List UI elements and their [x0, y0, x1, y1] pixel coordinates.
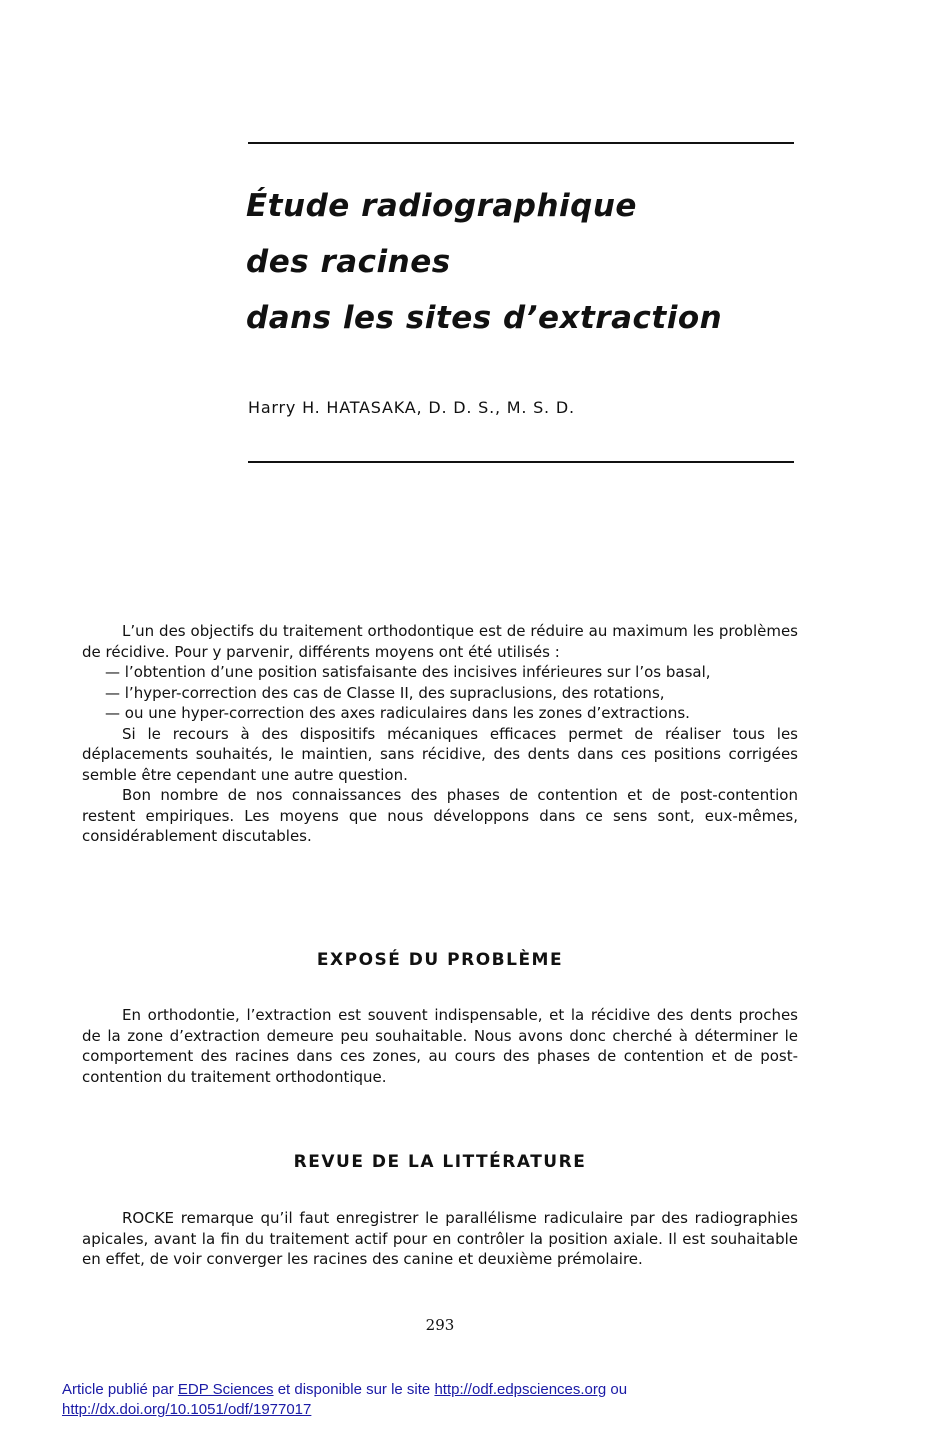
journal-site-link[interactable]: http://odf.edpsciences.org: [434, 1381, 607, 1398]
title-line-3: dans les sites d’extraction: [246, 300, 723, 336]
intro-paragraph-2: Si le recours à des dispositifs mécaniques efficaces permet de réaliser tous les déplacements souhaités, le maintien, sans récidive, des dents dans ces positions corrigées semble être cependant une autre question.: [82, 724, 798, 784]
section-heading-probleme: EXPOSÉ DU PROBLÈME: [316, 950, 564, 970]
doi-link[interactable]: http://dx.doi.org/10.1051/odf/1977017: [62, 1401, 312, 1418]
article-title: [246, 178, 722, 346]
footer-suffix: ou: [610, 1381, 628, 1398]
intro-paragraph-3: Bon nombre de nos connaissances des phases de contention et de post-contention restent empiriques. Les moyens que nous développons dans ce sens sont, eux-mêmes, considérablement discutables.: [82, 786, 798, 845]
intro-bullet-1: — l’obtention d’une position satisfaisante des incisives inférieures sur l’os basal,: [105, 663, 711, 681]
intro-paragraph-1: L’un des objectifs du traitement orthodontique est de réduire au maximum les problèmes de récidive. Pour y parvenir, différents moyens ont été utilisés :: [82, 622, 798, 661]
intro-bullet-3: — ou une hyper-correction des axes radiculaires dans les zones d’extractions.: [105, 704, 690, 722]
section-heading-litterature: REVUE DE LA LITTÉRATURE: [293, 1152, 587, 1172]
title-line-1: Étude radiographique: [246, 188, 637, 224]
top-rule: [248, 142, 794, 144]
intro-section: [82, 621, 798, 847]
footer-middle: et disponible sur le site: [277, 1381, 431, 1398]
probleme-paragraph: En orthodontie, l’extraction est souvent indispensable, et la récidive des dents proches de la zone d’extraction demeure peu souhaitable. Nous avons donc cherché à déterminer le comportement des racines dans ces zones, au cours des phases de contention et de post-contention du traitement orthodontique.: [82, 1006, 798, 1086]
edp-sciences-link[interactable]: EDP Sciences: [177, 1381, 274, 1398]
litterature-paragraph: ROCKE remarque qu’il faut enregistrer le parallélisme radiculaire par des radiographies apicales, avant la fin du traitement actif pour en contrôler la position axiale. Il est souhaitable en effet, de voir converger les racines des canine et deuxième prémolaire.: [82, 1209, 798, 1268]
title-line-2: des racines: [246, 244, 451, 280]
bottom-rule: [248, 461, 794, 463]
section-probleme-body: [82, 1005, 798, 1087]
intro-bullet-2: — l’hyper-correction des cas de Classe II, des supraclusions, des rotations,: [105, 683, 665, 702]
author-line: Harry H. HATASAKA, D. D. S., M. S. D.: [248, 398, 575, 417]
page-number: 293: [425, 1316, 455, 1334]
section-litterature-body: [82, 1208, 798, 1270]
footer-prefix: Article publié par: [62, 1381, 174, 1398]
publication-footer: [62, 1380, 627, 1420]
